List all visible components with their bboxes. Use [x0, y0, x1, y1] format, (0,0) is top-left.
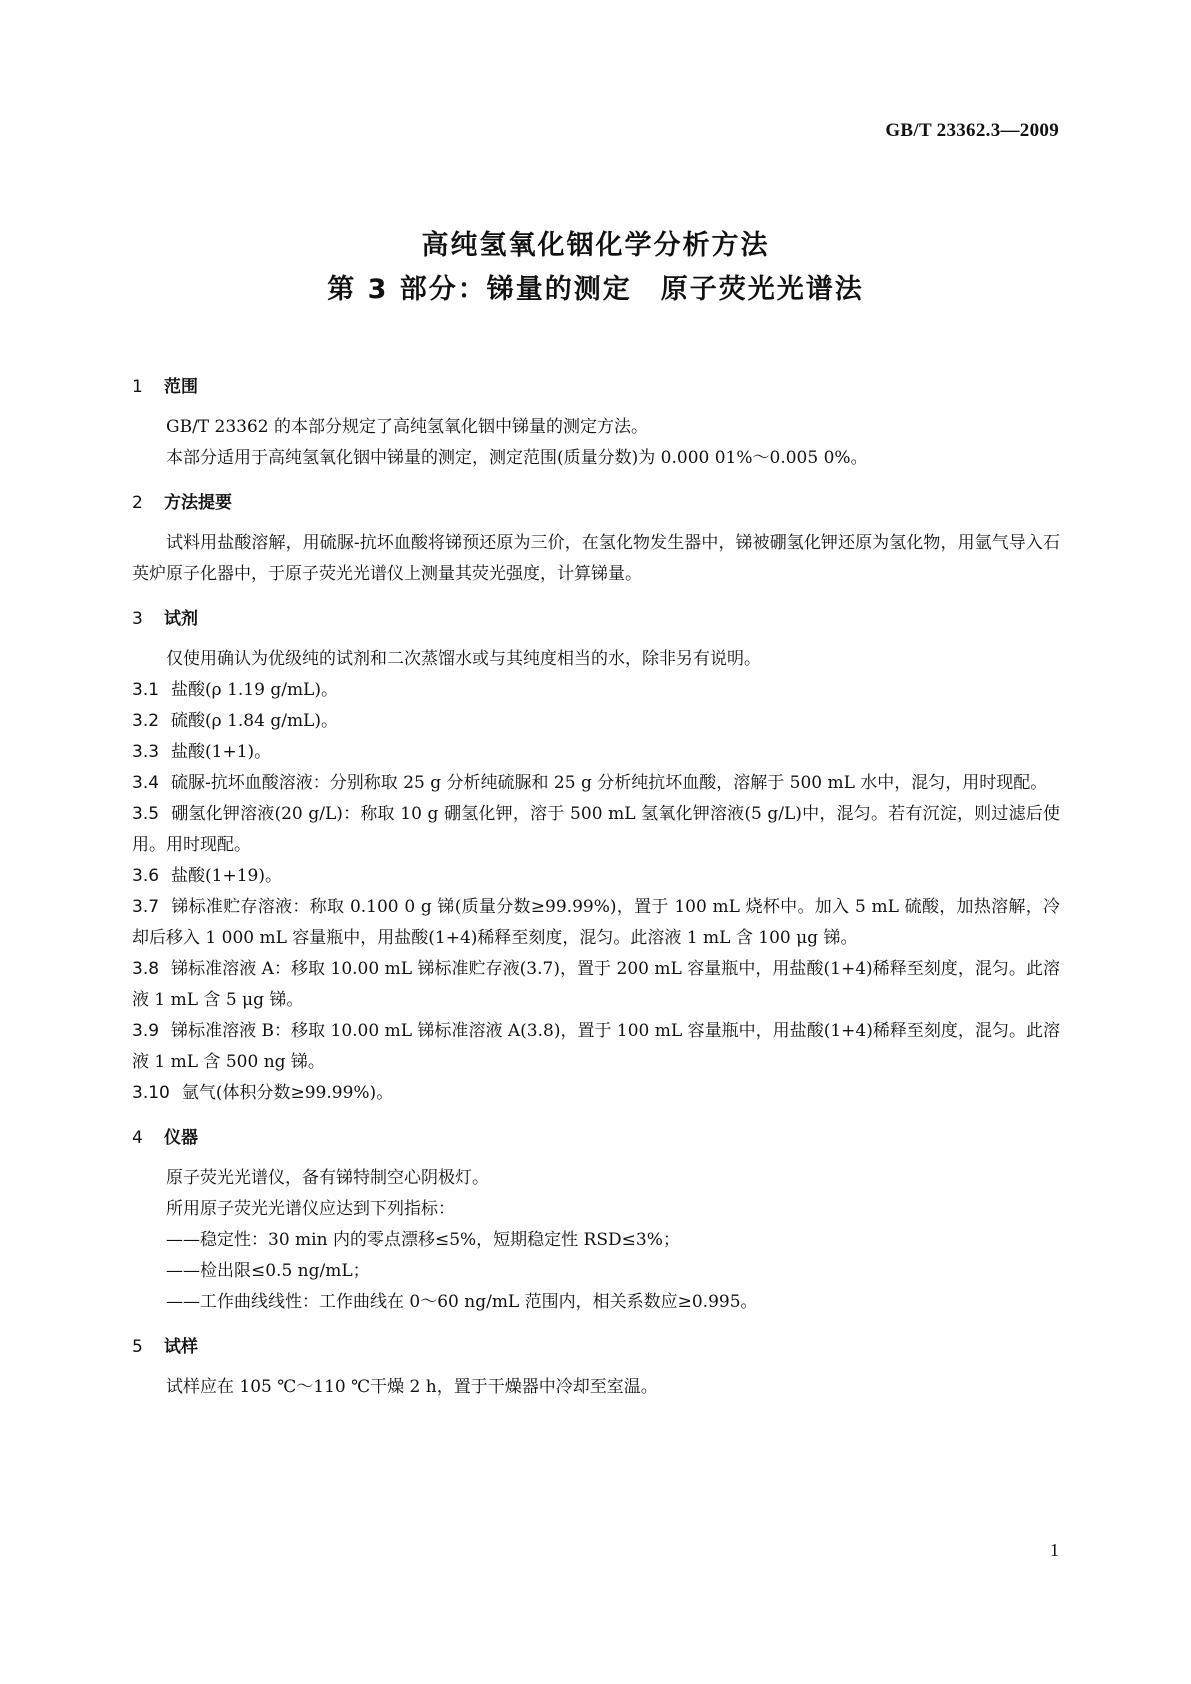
section-heading-method-summary [132, 488, 1060, 518]
paragraph: 原子荧光光谱仪，备有锑特制空心阴极灯。 [166, 1168, 489, 1188]
title-line-2: 第 3 部分：锑量的测定 原子荧光光谱法 [327, 274, 864, 305]
item-text: 硫酸(ρ 1.84 g/mL)。 [171, 711, 338, 731]
reagent-item [132, 768, 1060, 799]
document-body [132, 372, 1060, 1403]
paragraph: 仅使用确认为优级纯的试剂和二次蒸馏水或与其纯度相当的水，除非另有说明。 [166, 649, 761, 669]
reagent-item [132, 737, 1060, 768]
section-title: 仪器 [164, 1128, 198, 1148]
section-title: 试样 [164, 1337, 198, 1357]
section-heading-scope [132, 372, 1060, 402]
spec-dash-item: ——工作曲线线性：工作曲线在 0～60 ng/mL 范围内，相关系数应≥0.995。 [166, 1292, 758, 1312]
paragraph: 所用原子荧光光谱仪应达到下列指标： [166, 1199, 455, 1219]
item-text: 硼氢化钾溶液(20 g/L)：称取 10 g 硼氢化钾，溶于 500 mL 氢氧化钾溶液(5 g/L)中，混匀。若有沉淀，则过滤后使用。用时现配。 [132, 804, 1060, 855]
item-text: 锑标准溶液 B：移取 10.00 mL 锑标准溶液 A(3.8)，置于 100 mL 容量瓶中，用盐酸(1+4)稀释至刻度，混匀。此溶液 1 mL 含 500 ng 锑。 [132, 1021, 1060, 1072]
item-number: 3.5 [132, 804, 160, 824]
reagent-item [132, 1078, 1060, 1109]
section-number: 5 [132, 1337, 143, 1357]
item-number: 3.7 [132, 897, 160, 917]
section-number: 4 [132, 1128, 143, 1148]
item-text: 盐酸(ρ 1.19 g/mL)。 [171, 680, 338, 700]
item-text: 盐酸(1+1)。 [171, 742, 272, 762]
item-number: 3.3 [132, 742, 160, 762]
section-title: 方法提要 [164, 493, 232, 513]
section-title: 试剂 [164, 609, 198, 629]
section-heading-sample [132, 1332, 1060, 1362]
item-number: 3.6 [132, 866, 160, 886]
section-heading-instruments [132, 1123, 1060, 1153]
paragraph: 试样应在 105 ℃～110 ℃干燥 2 h，置于干燥器中冷却至室温。 [166, 1377, 658, 1397]
reagent-item [132, 892, 1060, 954]
item-number: 3.8 [132, 959, 160, 979]
document-title [0, 224, 1191, 312]
item-number: 3.10 [132, 1083, 170, 1103]
section-title: 范围 [164, 377, 198, 397]
item-text: 硫脲-抗坏血酸溶液：分别称取 25 g 分析纯硫脲和 25 g 分析纯抗坏血酸，溶解于 500 mL 水中，混匀，用时现配。 [171, 773, 1048, 793]
reagent-item [132, 954, 1060, 1016]
standard-code: GB/T 23362.3—2009 [885, 120, 1059, 141]
paragraph: 试料用盐酸溶解，用硫脲-抗坏血酸将锑预还原为三价，在氢化物发生器中，锑被硼氢化钾还原为氢化物，用氩气导入石英炉原子化器中，于原子荧光光谱仪上测量其荧光强度，计算锑量。 [132, 533, 1060, 584]
item-number: 3.4 [132, 773, 160, 793]
spec-dash-item: ——稳定性：30 min 内的零点漂移≤5%，短期稳定性 RSD≤3%； [166, 1230, 680, 1250]
item-text: 氩气(体积分数≥99.99%)。 [181, 1083, 394, 1103]
reagent-item [132, 799, 1060, 861]
item-number: 3.2 [132, 711, 160, 731]
section-number: 2 [132, 493, 143, 513]
item-number: 3.1 [132, 680, 160, 700]
section-heading-reagents [132, 604, 1060, 634]
reagent-item [132, 706, 1060, 737]
reagent-item [132, 675, 1060, 706]
section-number: 3 [132, 609, 143, 629]
item-text: 锑标准溶液 A：移取 10.00 mL 锑标准贮存液(3.7)，置于 200 mL 容量瓶中，用盐酸(1+4)稀释至刻度，混匀。此溶液 1 mL 含 5 μg 锑。 [132, 959, 1060, 1010]
title-line-1: 高纯氢氧化铟化学分析方法 [421, 230, 770, 261]
paragraph: 本部分适用于高纯氢氧化铟中锑量的测定，测定范围(质量分数)为 0.000 01%～0.005 0%。 [166, 448, 868, 468]
item-text: 锑标准贮存溶液：称取 0.100 0 g 锑(质量分数≥99.99%)，置于 100 mL 烧杯中。加入 5 mL 硫酸，加热溶解，冷却后移入 1 000 mL 容量瓶中，用盐酸(1+4)稀释至刻度，混匀。此溶液 1 mL 含 100 μg 锑。 [132, 897, 1060, 948]
section-number: 1 [132, 377, 143, 397]
spec-dash-item: ——检出限≤0.5 ng/mL； [166, 1261, 370, 1281]
reagent-item [132, 861, 1060, 892]
item-text: 盐酸(1+19)。 [171, 866, 283, 886]
item-number: 3.9 [132, 1021, 160, 1041]
reagent-item [132, 1016, 1060, 1078]
paragraph: GB/T 23362 的本部分规定了高纯氢氧化铟中锑量的测定方法。 [166, 417, 649, 437]
page-number: 1 [1050, 1540, 1059, 1560]
